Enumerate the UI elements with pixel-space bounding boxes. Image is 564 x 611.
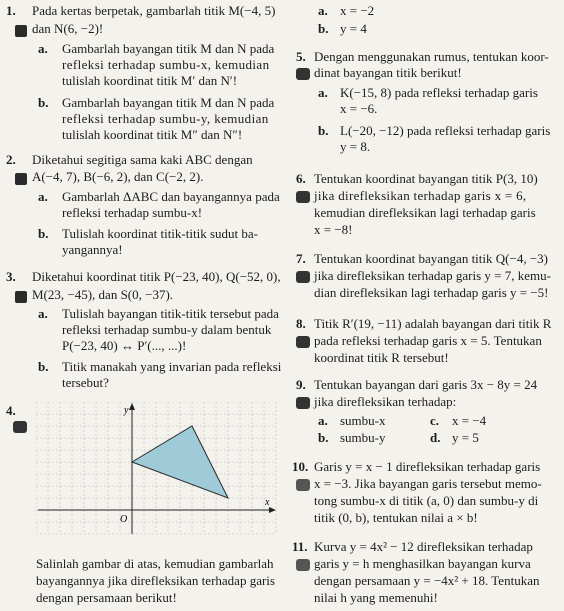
sub-text: x = −2 (340, 3, 375, 18)
sub-text: tulislah koordinat titik M′ dan N′! (62, 73, 238, 88)
question-number: 5. (296, 49, 306, 64)
sub-text: y = 4 (340, 21, 367, 36)
question-number: 4. (6, 403, 16, 418)
sub-text: P(−23, 40) ↔ P′(..., ...)! (62, 338, 187, 353)
question-text: bayangannya jika direfleksikan terhadap garis (36, 573, 275, 588)
question-text: jika direfleksikan terhadap garis x = 6, (314, 188, 527, 203)
question-number: 3. (6, 269, 16, 284)
sub-label: b. (318, 123, 329, 138)
sub-text: refleksi terhadap sumbu-x! (62, 205, 203, 220)
question-number: 11. (292, 539, 308, 554)
question-text: Garis y = x − 1 direfleksikan terhadap garis (314, 459, 541, 474)
question-text: dengan persamaan y = −4x² + 18. Tentukan (314, 573, 540, 588)
difficulty-icon (296, 191, 310, 203)
question-text: Tentukan bayangan dari garis 3x − 8y = 24 (314, 377, 538, 392)
difficulty-icon (296, 479, 310, 491)
sub-text: y = 8. (340, 139, 371, 154)
question-text: Titik R′(19, −11) adalah bayangan dari titik R (314, 316, 552, 331)
sub-label: a. (38, 306, 48, 321)
question-text: Diketahui koordinat titik P(−23, 40), Q(−52, 0), (32, 269, 281, 284)
x-axis-arrow (269, 507, 276, 513)
difficulty-icon (296, 271, 310, 283)
question-text: dinat bayangan titik berikut! (314, 65, 462, 80)
question-text: titik (0, b), tentukan nilai a × b! (314, 510, 478, 525)
question-text: x = −8! (314, 222, 353, 237)
sub-text: x = −6. (340, 101, 378, 116)
difficulty-icon (296, 397, 310, 409)
sub-text: y = 5 (452, 430, 479, 445)
sub-label: a. (318, 85, 328, 100)
question-text: jika direfleksikan terhadap garis y = 7, kemu- (314, 268, 551, 283)
sub-label: a. (38, 189, 48, 204)
question-text: Pada kertas berpetak, gambarlah titik M(−4, 5) (32, 3, 276, 18)
sub-label: c. (430, 413, 440, 428)
question-text: koordinat titik R tersebut! (314, 350, 449, 365)
sub-label: a. (318, 413, 328, 428)
x-axis-label: x (265, 497, 270, 508)
question-text: dan N(6, −2)! (32, 21, 104, 36)
question-text: Tentukan koordinat bayangan titik P(3, 10) (314, 171, 538, 186)
question-text: dian direfleksikan lagi terhadap garis y = −5! (314, 285, 549, 300)
question-number: 6. (296, 171, 306, 186)
sub-label: d. (430, 430, 441, 445)
sub-label: b. (38, 359, 49, 374)
question-text: dengan persamaan berikut! (36, 590, 177, 605)
sub-text: sumbu-y (340, 430, 386, 445)
coordinate-grid (36, 402, 280, 538)
y-axis-arrow (129, 403, 135, 410)
sub-text: Tulislah bayangan titik-titik tersebut pada (62, 306, 279, 321)
question-text: Kurva y = 4x² − 12 direfleksikan terhadap (314, 539, 533, 554)
question-number: 1. (6, 3, 16, 18)
sub-text: L(−20, −12) pada refleksi terhadap garis (340, 123, 551, 138)
question-text: pada refleksi terhadap garis x = 5. Tentukan (314, 333, 542, 348)
sub-label: a. (318, 3, 328, 18)
sub-text: Gambarlah ΔABC dan bayangannya pada (62, 189, 280, 204)
sub-text: sumbu-x (340, 413, 386, 428)
sub-text: refleksi terhadap sumbu-x, kemudian (62, 57, 270, 72)
difficulty-icon (15, 291, 27, 303)
sub-label: b. (38, 95, 49, 110)
sub-text: yangannya! (62, 242, 123, 257)
sub-text: refleksi terhadap sumbu-y, kemudian (62, 111, 269, 126)
sub-text: Titik manakah yang invarian pada refleksi (62, 359, 282, 374)
question-text: garis y = h menghasilkan bayangan kurva (314, 556, 531, 571)
y-axis-label: y (124, 405, 129, 416)
difficulty-icon (15, 173, 27, 185)
question-number: 8. (296, 316, 306, 331)
sub-text: tersebut? (62, 375, 109, 390)
question-text: Dengan menggunakan rumus, tentukan koor- (314, 49, 549, 64)
question-text: Tentukan koordinat bayangan titik Q(−4, −3) (314, 251, 548, 266)
question-number: 9. (296, 377, 306, 392)
sub-label: b. (318, 21, 329, 36)
question-text: Diketahui segitiga sama kaki ABC dengan (32, 152, 253, 167)
question-number: 7. (296, 251, 306, 266)
question-text: kemudian direfleksikan lagi terhadap garis (314, 205, 536, 220)
sub-text: tulislah koordinat titik M″ dan N″! (62, 127, 243, 142)
question-text: x = −3. Jika bayangan garis tersebut memo- (314, 476, 542, 491)
sub-label: b. (38, 226, 49, 241)
difficulty-icon (296, 68, 310, 80)
sub-text: Gambarlah bayangan titik M dan N pada (62, 41, 275, 56)
difficulty-icon (15, 25, 27, 37)
question-text: Salinlah gambar di atas, kemudian gambarlah (36, 556, 274, 571)
question-text: A(−4, 7), B(−6, 2), dan C(−2, 2). (32, 169, 204, 184)
question-number: 10. (292, 459, 309, 474)
sub-label: a. (38, 41, 48, 56)
difficulty-icon (296, 336, 310, 348)
question-text: tong sumbu-x di titik (a, 0) dan sumbu-y di (314, 493, 539, 508)
origin-label: O (120, 514, 128, 525)
question-text: M(23, −45), dan S(0, −37). (32, 287, 174, 302)
difficulty-icon (13, 421, 27, 433)
sub-text: K(−15, 8) pada refleksi terhadap garis (340, 85, 538, 100)
question-text: jika direfleksikan terhadap: (314, 394, 457, 409)
sub-text: Gambarlah bayangan titik M dan N pada (62, 95, 275, 110)
sub-text: Tulislah koordinat titik-titik sudut ba- (62, 226, 258, 241)
question-number: 2. (6, 152, 16, 167)
sub-text: x = −4 (452, 413, 487, 428)
question-text: nilai h yang memenuhi! (314, 590, 438, 605)
difficulty-icon (296, 559, 310, 571)
sub-text: refleksi terhadap sumbu-y dalam bentuk (62, 322, 272, 337)
sub-label: b. (318, 430, 329, 445)
